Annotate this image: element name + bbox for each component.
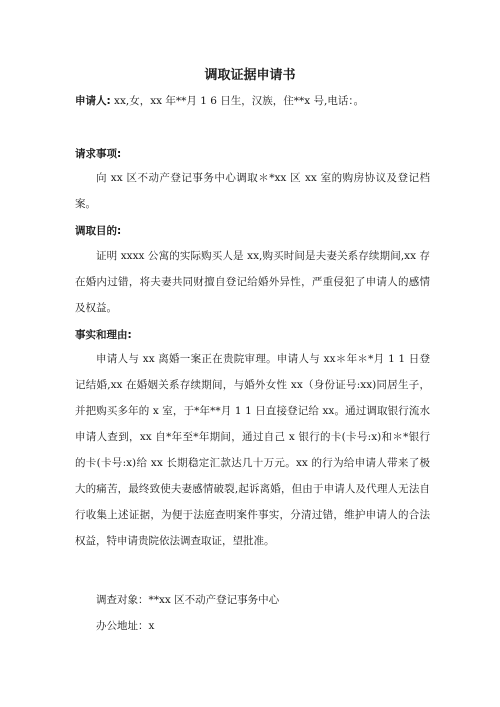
facts-text: 申请人与 xx 离婚一案正在贵院审理。申请人与 xx＊年＊*月 1 1 日登记结婚,xx 在婚姻关系存续期间，与婚外女性 xx（身份证号:xx)同居生子，并把购买多年的 x 室，于*年**月 1 1 日直接登记给 xx。通过调取银行流水申请人查到，xx 自*年至*年期间，通过自己 x 银行的卡(卡号:x)和＊*银行的卡(卡号:x)给 xx 长期稳定汇款达几十万元。xx 的行为给申请人带来了极大的痛苦，最终致使夫妻感情破裂,起诉离婚，但由于申请人及代理人无法自行收集上述证据，为便于法庭查明案件事实，分清过错，维护申请人的合法权益，特申请贵院依法调查取证，望批准。: [75, 353, 430, 547]
requests-text: 向 xx 区不动产登记事务中心调取＊*xx 区 xx 室的购房协议及登记档案。: [75, 172, 430, 210]
purpose-text: 证明 xxxx 公寓的实际购买人是 xx,购买时间是夫妻关系存续期间,xx 存在婚内过错，将夫妻共同财擅自登记给婚外异性，严重侵犯了申请人的感情及权益。: [75, 250, 430, 314]
page-title: 调取证据申请书: [204, 68, 296, 83]
requests-heading: 请求事项:: [75, 148, 122, 160]
applicant-text: xx,女，xx 年**月 1 6 日生，汉族，住**x 号,电话：。: [110, 95, 365, 107]
applicant-line: [75, 93, 460, 108]
facts-heading: 事实和理由:: [75, 329, 132, 341]
applicant-label: 申请人:: [75, 95, 111, 107]
office-address: 办公地址：x: [96, 620, 155, 632]
purpose-heading: 调取目的:: [75, 225, 122, 237]
investigation-target: 调查对象：**xx 区不动产登记事务中心: [96, 594, 280, 606]
